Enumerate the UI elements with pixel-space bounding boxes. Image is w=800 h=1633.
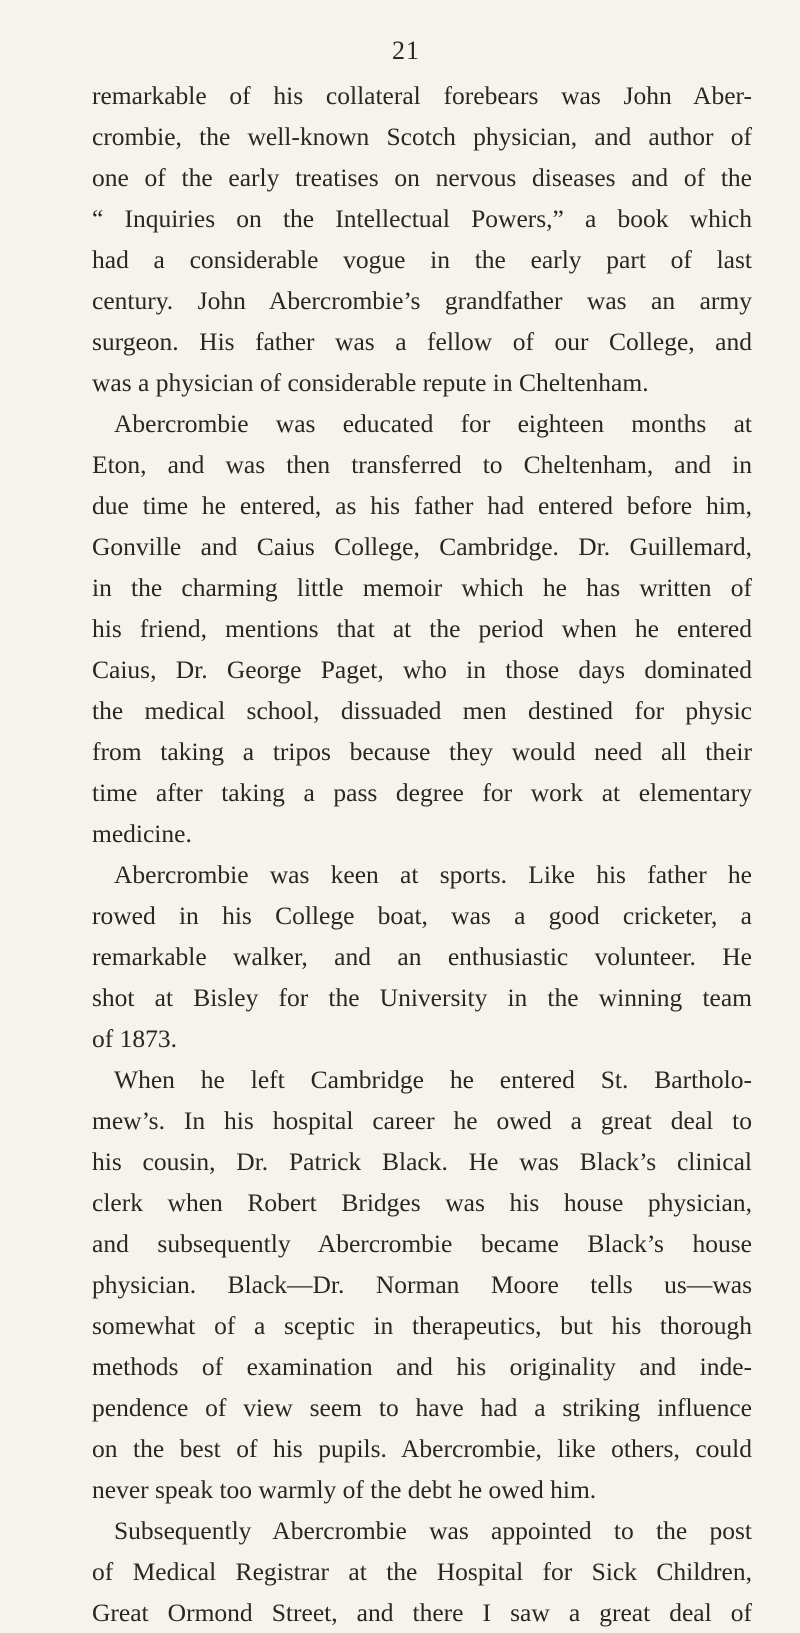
text-line: When he left Cambridge he entered St. Bartholo- <box>114 1065 752 1094</box>
text-line: and subsequently Abercrombie became Black’s house <box>92 1229 752 1258</box>
text-line: Abercrombie was educated for eighteen months at <box>114 409 752 438</box>
text-line: of Medical Registrar at the Hospital for Sick Children, <box>92 1557 752 1586</box>
text-line: century. John Abercrombie’s grandfather was an army <box>92 286 752 315</box>
text-line: the medical school, dissuaded men destined for physic <box>92 696 752 725</box>
text-line: remarkable walker, and an enthusiastic volunteer. He <box>92 942 752 971</box>
text-line: due time he entered, as his father had entered before him, <box>92 491 752 520</box>
text-line: one of the early treatises on nervous diseases and of the <box>92 163 752 192</box>
text-line: methods of examination and his originality and inde- <box>92 1352 752 1381</box>
text-line: his cousin, Dr. Patrick Black. He was Black’s clinical <box>92 1147 752 1176</box>
text-line: Subsequently Abercrombie was appointed to the post <box>114 1516 752 1545</box>
text-line: Gonville and Caius College, Cambridge. Dr. Guillemard, <box>92 532 752 561</box>
text-line: of 1873. <box>92 1024 177 1053</box>
text-line: remarkable of his collateral forebears was John Aber- <box>92 81 752 110</box>
text-line: time after taking a pass degree for work at elementary <box>92 778 752 807</box>
text-line: mew’s. In his hospital career he owed a great deal to <box>92 1106 752 1135</box>
text-line: physician. Black—Dr. Norman Moore tells us—was <box>92 1270 752 1299</box>
text-line: from taking a tripos because they would need all their <box>92 737 752 766</box>
text-line: Abercrombie was keen at sports. Like his father he <box>114 860 752 889</box>
text-line: his friend, mentions that at the period when he entered <box>92 614 752 643</box>
text-line: pendence of view seem to have had a striking influence <box>92 1393 752 1422</box>
text-line: clerk when Robert Bridges was his house physician, <box>92 1188 752 1217</box>
text-line: was a physician of considerable repute in Cheltenham. <box>92 368 649 397</box>
text-line: crombie, the well-known Scotch physician, and author of <box>92 122 752 151</box>
body-text <box>92 75 752 1633</box>
text-line: Caius, Dr. George Paget, who in those days dominated <box>92 655 752 684</box>
text-line: Eton, and was then transferred to Cheltenham, and in <box>92 450 752 479</box>
text-line: never speak too warmly of the debt he owed him. <box>92 1475 597 1504</box>
text-line: Great Ormond Street, and there I saw a great deal of <box>92 1598 752 1627</box>
text-line: somewhat of a sceptic in therapeutics, but his thorough <box>92 1311 752 1340</box>
text-line: surgeon. His father was a fellow of our College, and <box>92 327 752 356</box>
text-line: shot at Bisley for the University in the winning team <box>92 983 752 1012</box>
text-line: medicine. <box>92 819 192 848</box>
text-line: “ Inquiries on the Intellectual Powers,” a book which <box>92 204 752 233</box>
page-number: 21 <box>392 36 420 65</box>
text-line: rowed in his College boat, was a good cricketer, a <box>92 901 752 930</box>
text-line: had a considerable vogue in the early part of last <box>92 245 752 274</box>
text-line: in the charming little memoir which he has written of <box>92 573 752 602</box>
text-line: on the best of his pupils. Abercrombie, like others, could <box>92 1434 752 1463</box>
